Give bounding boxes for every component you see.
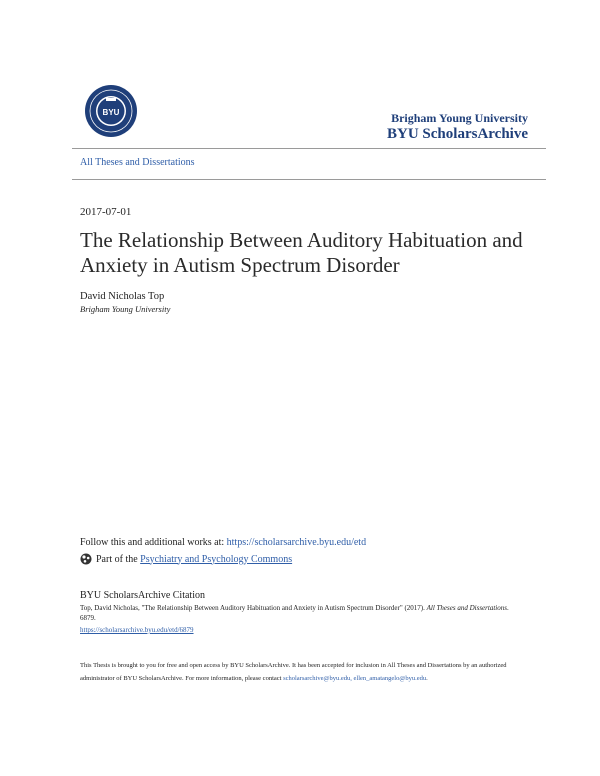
follow-link[interactable]: https://scholarsarchive.byu.edu/etd (226, 537, 367, 548)
part-of-line (80, 553, 292, 565)
divider (72, 179, 546, 180)
university-name: Brigham Young University (391, 111, 528, 125)
collection-link[interactable]: All Theses and Dissertations (80, 157, 195, 168)
citation-series: All Theses and Dissertations (426, 604, 507, 612)
footer-notice (80, 659, 525, 685)
author-name: David Nicholas Top (80, 291, 165, 302)
footer-end: . (426, 675, 428, 682)
citation-url[interactable]: https://scholarsarchive.byu.edu/etd/6879 (80, 626, 194, 634)
footer-text: This Thesis is brought to you for free and open access by BYU ScholarsArchive. It has been accepted for inclusion in All Theses and Dissertations by an authorized administrator of BYU ScholarsArchive. For more information, please contact (80, 662, 507, 682)
citation-heading: BYU ScholarsArchive Citation (80, 590, 205, 601)
citation-text (80, 603, 520, 623)
follow-label: Follow this and additional works at: (80, 537, 227, 548)
document-title: The Relationship Between Auditory Habituation and Anxiety in Autism Spectrum Disorder (80, 228, 523, 277)
part-of-label: Part of the (96, 553, 138, 565)
divider (72, 148, 546, 149)
citation-main: Top, David Nicholas, "The Relationship Between Auditory Habituation and Anxiety in Autism Spectrum Disorder" (2017). (80, 604, 427, 612)
seal-text: BYU (102, 108, 120, 117)
network-icon (80, 553, 92, 565)
citation-number: . 6879. (80, 604, 509, 622)
archive-name: BYU ScholarsArchive (387, 126, 528, 142)
brand-block (387, 111, 528, 143)
follow-line (80, 537, 366, 548)
publication-date: 2017-07-01 (80, 206, 132, 218)
contact-emails[interactable]: scholarsarchive@byu.edu, ellen_amatangelo@byu.edu (283, 675, 427, 682)
commons-link[interactable]: Psychiatry and Psychology Commons (140, 553, 293, 565)
byu-seal-logo (84, 84, 138, 138)
author-affiliation: Brigham Young University (80, 304, 171, 314)
